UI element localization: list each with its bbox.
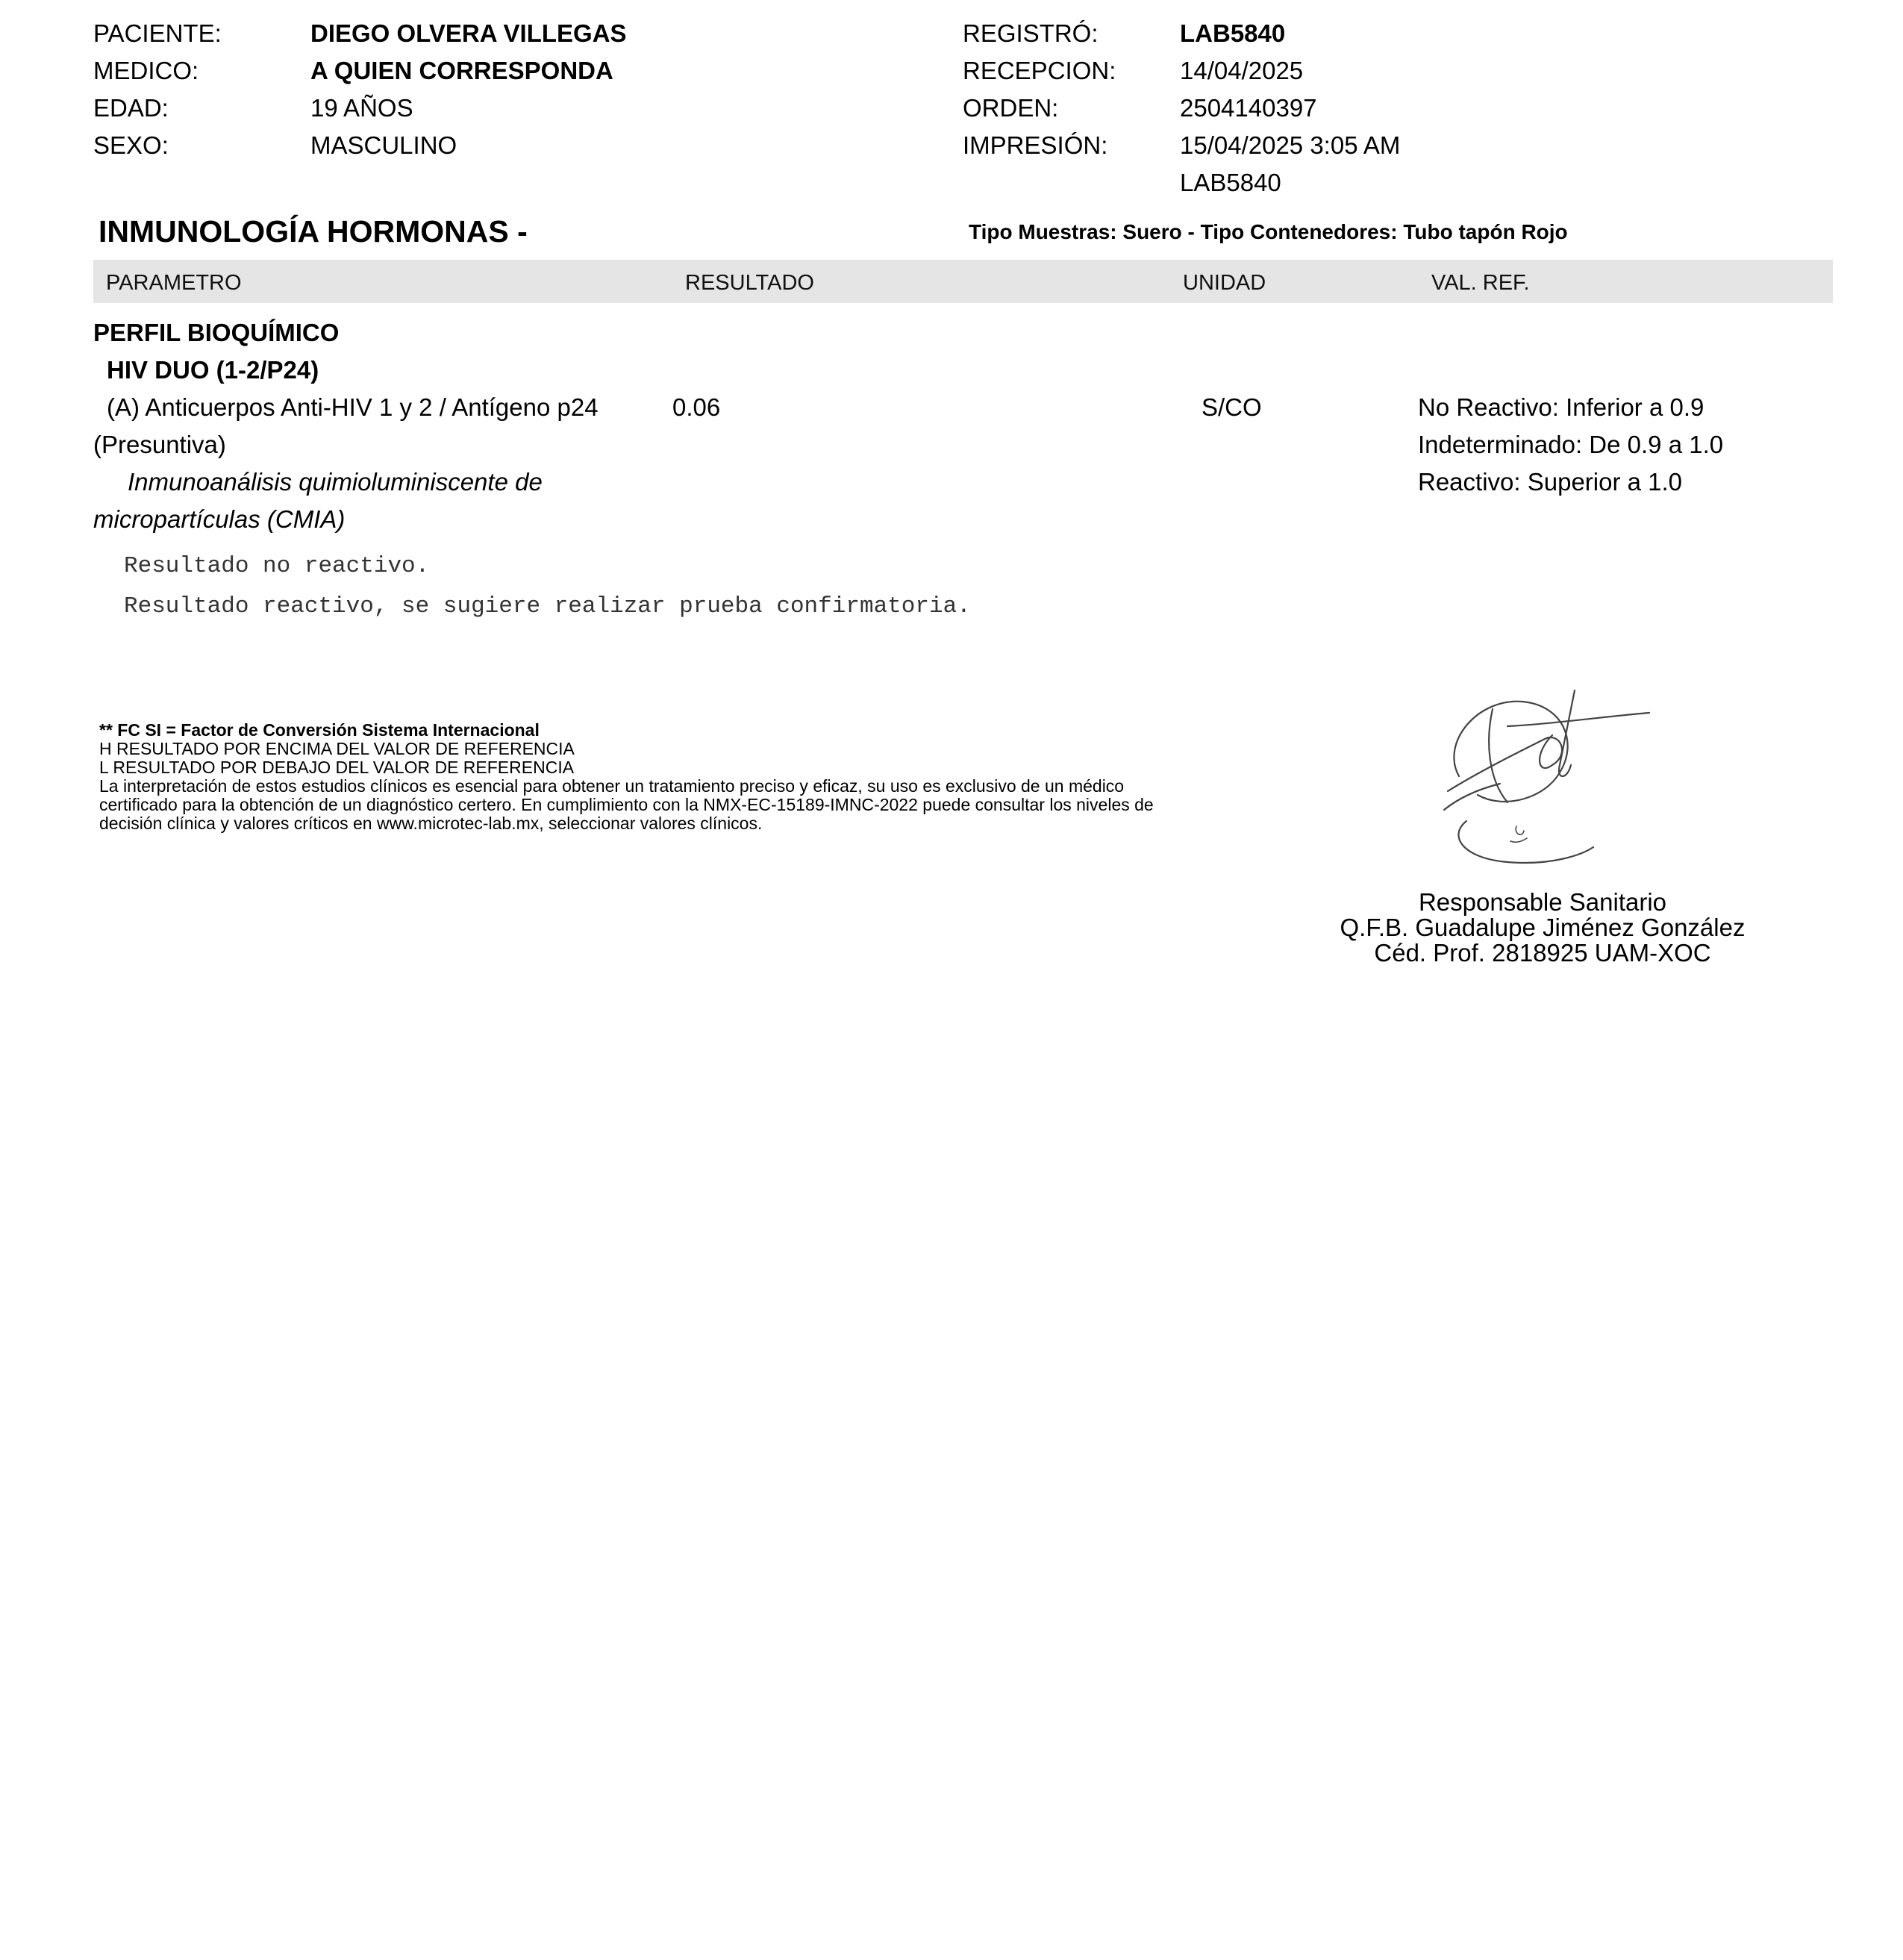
doctor-name: A QUIEN CORRESPONDA <box>310 57 613 84</box>
signature-title: Responsable Sanitario <box>1418 888 1667 916</box>
result-value: 0.06 <box>672 393 721 421</box>
signature-name: Q.F.B. Guadalupe Jiménez González <box>1340 914 1746 941</box>
method-name-cont: micropartículas (CMIA) <box>93 505 346 533</box>
col-resultado: RESULTADO <box>685 271 814 295</box>
notes-block <box>99 721 1154 833</box>
label-edad: EDAD: <box>93 94 169 122</box>
test-name-cont: (Presuntiva) <box>93 431 226 458</box>
patient-name: DIEGO OLVERA VILLEGAS <box>310 19 627 47</box>
note-disclaimer-2: certificado para la obtención de un diagnóstico certero. En cumplimiento con la NMX-EC-15189-IMNC-2022 puede consultar los niveles de <box>99 795 1154 814</box>
signature-stroke <box>1454 702 1567 802</box>
label-paciente: PACIENTE: <box>93 19 222 47</box>
sample-info: Tipo Muestras: Suero - Tipo Contenedores: Tubo tapón Rojo <box>969 220 1568 243</box>
note-disclaimer-1: La interpretación de estos estudios clínicos es esencial para obtener un tratamiento preciso y eficaz, su uso es exclusivo de un médico <box>99 776 1125 796</box>
record-id: LAB5840 <box>1180 19 1286 47</box>
method-name: Inmunoanálisis quimioluminiscente de <box>128 468 543 496</box>
label-sexo: SEXO: <box>93 131 169 159</box>
order-number: 2504140397 <box>1180 94 1317 122</box>
comment-line: Resultado no reactivo. <box>124 553 430 579</box>
signature-stroke <box>1448 735 1562 791</box>
table-header <box>93 260 1833 303</box>
note-fc-si: ** FC SI = Factor de Conversión Sistema Internacional <box>99 720 540 740</box>
reception-date: 14/04/2025 <box>1180 57 1304 84</box>
ref-no-reactivo: No Reactivo: Inferior a 0.9 <box>1418 393 1704 421</box>
test-name: (A) Anticuerpos Anti-HIV 1 y 2 / Antígeno p24 <box>107 393 599 421</box>
col-unidad: UNIDAD <box>1183 271 1266 295</box>
col-val-ref: VAL. REF. <box>1431 271 1530 295</box>
record-extra-id: LAB5840 <box>1180 169 1281 196</box>
note-l: L RESULTADO POR DEBAJO DEL VALOR DE REFERENCIA <box>99 758 575 777</box>
group-title: PERFIL BIOQUÍMICO <box>93 319 340 346</box>
subgroup-title: HIV DUO (1-2/P24) <box>107 356 319 384</box>
signature-image <box>1433 683 1672 873</box>
signature-license: Céd. Prof. 2818925 UAM-XOC <box>1374 939 1711 967</box>
comment-line: Resultado reactivo, se sugiere realizar prueba confirmatoria. <box>124 593 971 619</box>
patient-sex: MASCULINO <box>310 131 457 159</box>
label-medico: MEDICO: <box>93 57 199 84</box>
ref-reactivo: Reactivo: Superior a 1.0 <box>1418 468 1683 496</box>
section-title: INMUNOLOGÍA HORMONAS - <box>99 214 528 249</box>
signature-stroke <box>1507 713 1649 726</box>
label-recepcion: RECEPCION: <box>963 57 1116 84</box>
note-h: H RESULTADO POR ENCIMA DEL VALOR DE REFERENCIA <box>99 739 575 758</box>
col-parametro: PARAMETRO <box>106 271 242 295</box>
signature-stroke <box>1489 709 1507 802</box>
signature-stroke <box>1510 826 1527 842</box>
label-registro: REGISTRÓ: <box>963 19 1099 47</box>
print-datetime: 15/04/2025 3:05 AM <box>1180 131 1401 159</box>
ref-indeterminado: Indeterminado: De 0.9 a 1.0 <box>1418 431 1724 458</box>
signature-block <box>1281 890 1804 966</box>
signature-stroke <box>1559 690 1575 776</box>
note-disclaimer-3: decisión clínica y valores críticos en www.microtec-lab.mx, seleccionar valores clínicos. <box>99 814 763 833</box>
label-impresion: IMPRESIÓN: <box>963 131 1108 159</box>
label-orden: ORDEN: <box>963 94 1059 122</box>
patient-age: 19 AÑOS <box>310 94 413 122</box>
signature-stroke <box>1458 821 1593 863</box>
result-unit: S/CO <box>1202 393 1262 421</box>
